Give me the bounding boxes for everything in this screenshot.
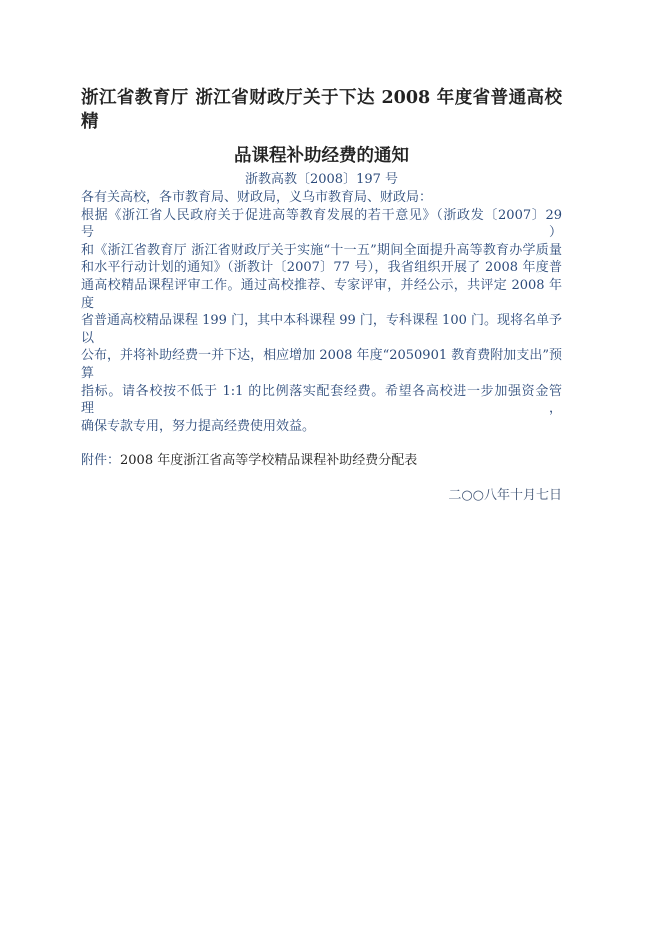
body-line: 指标。请各校按不低于 1:1 的比例落实配套经费。希望各高校进一步加强资金管理，	[81, 383, 562, 417]
body-line: 和水平行动计划的通知》（浙教计〔2007〕77 号），我省组织开展了 2008 年度普	[81, 260, 562, 276]
body-line: 确保专款专用，努力提高经费使用效益。	[81, 418, 316, 434]
body-line: 根据《浙江省人民政府关于促进高等教育发展的若干意见》（浙政发〔2007〕29 号）	[81, 207, 562, 241]
document-page	[81, 86, 562, 505]
body-line: 和《浙江省教育厅 浙江省财政厅关于实施“十一五”期间全面提升高等教育办学质量	[81, 242, 562, 258]
body-line: 通高校精品课程评审工作。通过高校推荐、专家评审，并经公示，共评定 2008 年度	[81, 277, 562, 311]
attachment-text: 2008 年度浙江省高等学校精品课程补助经费分配表	[120, 453, 418, 469]
body-line: 省普通高校精品课程 199 门，其中本科课程 99 门，专科课程 100 门。现将名单予以	[81, 313, 562, 346]
title-line-2: 品课程补助经费的通知	[234, 146, 409, 166]
document-date: 二○○八年十月七日	[448, 488, 562, 504]
title-line-1: 浙江省教育厅 浙江省财政厅关于下达 2008 年度省普通高校精	[81, 88, 562, 132]
attachment	[81, 452, 562, 470]
attachment-label: 附件：	[81, 453, 121, 469]
salutation: 各有关高校，各市教育局、财政局，义乌市教育局、财政局：	[81, 190, 433, 205]
document-number: 浙教高教〔2008〕197 号	[244, 172, 399, 187]
body-line: 公布，并将补助经费一并下达，相应增加 2008 年度“2050901 教育费附加支出”预算	[81, 348, 562, 381]
